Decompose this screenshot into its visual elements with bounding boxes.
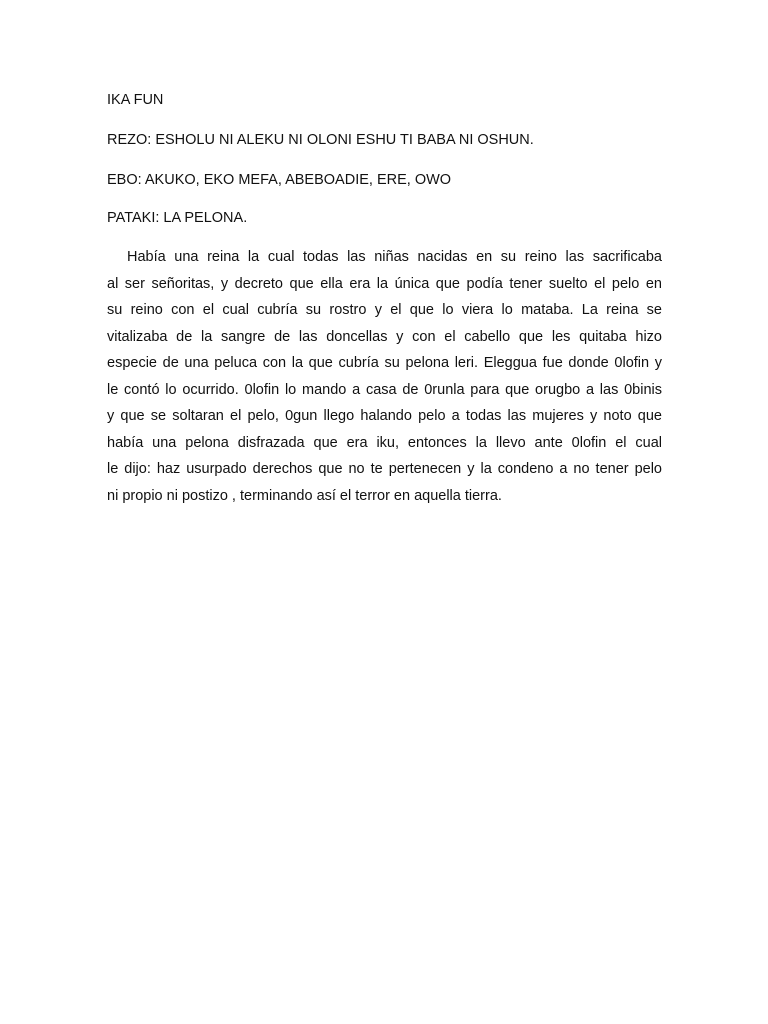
story-line: le dijo: haz usurpado derechos que no te pertenecen y la condeno a no tener pelo [107,461,662,477]
story-line: y que se soltaran el pelo, 0gun llego halando pelo a todas las mujeres y noto que [107,408,662,424]
story-line: su reino con el cual cubría su rostro y el que lo viera lo mataba. La reina se [107,302,662,318]
story-line: ni propio ni postizo , terminando así el terror en aquella tierra. [107,487,502,504]
pataki-line: PATAKI: LA PELONA. [107,210,248,226]
story-line: especie de una peluca con la que cubría su pelona leri. Eleggua fue donde 0lofin y [107,355,662,371]
story-paragraph [107,248,662,513]
story-line: le contó lo ocurrido. 0lofin lo mando a casa de 0runla para que orugbo a las 0binis [107,381,662,398]
story-line: había una pelona disfrazada que era iku, entonces la llevo ante 0lofin el cual [107,434,662,451]
story-line: vitalizaba de la sangre de las doncellas y con el cabello que les quitaba hizo [107,328,662,345]
document-title: IKA FUN [107,92,164,108]
story-line: al ser señoritas, y decreto que ella era la única que podía tener suelto el pelo en [107,275,662,292]
story-line: Había una reina la cual todas las niñas nacidas en su reino las sacrificaba [127,249,662,265]
ebo-line: EBO: AKUKO, EKO MEFA, ABEBOADIE, ERE, OWO [107,172,452,188]
rezo-line: REZO: ESHOLU NI ALEKU NI OLONI ESHU TI BABA NI OSHUN. [107,132,534,148]
